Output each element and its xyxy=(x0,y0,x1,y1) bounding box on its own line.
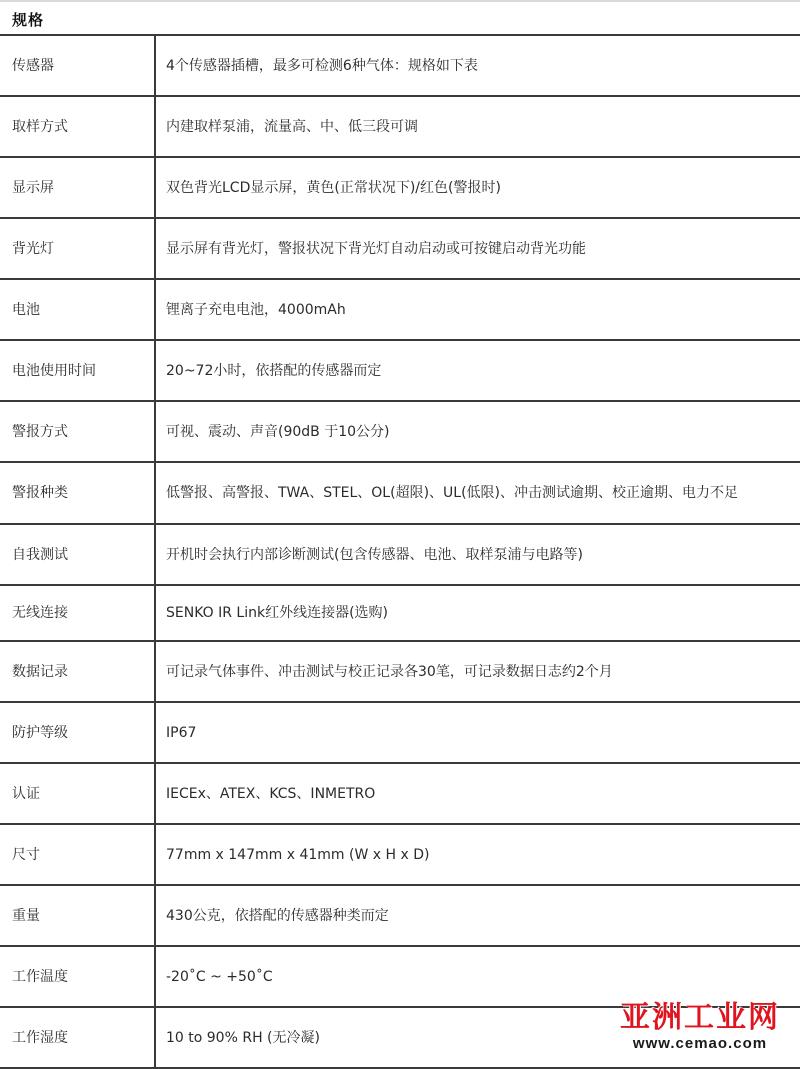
spec-row-backlight xyxy=(0,218,800,279)
watermark-url: www.cemao.com xyxy=(632,1035,768,1052)
spec-row-data-log xyxy=(0,641,800,702)
spec-row-dimensions xyxy=(0,824,800,885)
spec-label: 电池 xyxy=(0,279,155,340)
spec-title: 规格 xyxy=(12,11,45,29)
spec-label: 尺寸 xyxy=(0,824,155,885)
spec-label: 重量 xyxy=(0,885,155,946)
spec-value: 20~72小时，依搭配的传感器而定 xyxy=(155,340,800,401)
spec-value: 可视、震动、声音(90dB 于10公分) xyxy=(155,401,800,462)
spec-label: 工作湿度 xyxy=(0,1007,155,1068)
spec-value: 10 to 90% RH (无冷凝) xyxy=(155,1007,800,1068)
spec-value: SENKO IR Link红外线连接器(选购) xyxy=(155,585,800,641)
spec-value: 锂离子充电电池，4000mAh xyxy=(155,279,800,340)
spec-value: 内建取样泵浦，流量高、中、低三段可调 xyxy=(155,96,800,157)
spec-row-wireless xyxy=(0,585,800,641)
spec-row-sampling xyxy=(0,96,800,157)
spec-label: 认证 xyxy=(0,763,155,824)
watermark-name: 亚洲工业网 xyxy=(620,1000,780,1035)
spec-header xyxy=(0,0,800,36)
spec-row-temperature xyxy=(0,946,800,1007)
spec-value: 4个传感器插槽，最多可检测6种气体：规格如下表 xyxy=(155,36,800,96)
spec-row-alarm-type xyxy=(0,462,800,524)
spec-label: 背光灯 xyxy=(0,218,155,279)
spec-label: 数据记录 xyxy=(0,641,155,702)
spec-label: 自我测试 xyxy=(0,524,155,585)
spec-label: 工作温度 xyxy=(0,946,155,1007)
spec-label: 无线连接 xyxy=(0,585,155,641)
spec-value: 低警报、高警报、TWA、STEL、OL(超限)、UL(低限)、冲击测试逾期、校正逾期、电力不足 xyxy=(155,462,800,524)
spec-value: 77mm x 147mm x 41mm (W x H x D) xyxy=(155,824,800,885)
spec-row-battery xyxy=(0,279,800,340)
spec-row-self-test xyxy=(0,524,800,585)
spec-row-protection xyxy=(0,702,800,763)
spec-label: 电池使用时间 xyxy=(0,340,155,401)
spec-label: 传感器 xyxy=(0,36,155,96)
spec-value: IECEx、ATEX、KCS、INMETRO xyxy=(155,763,800,824)
spec-value: 显示屏有背光灯，警报状况下背光灯自动启动或可按键启动背光功能 xyxy=(155,218,800,279)
spec-row-weight xyxy=(0,885,800,946)
spec-value: 430公克，依搭配的传感器种类而定 xyxy=(155,885,800,946)
spec-row-display xyxy=(0,157,800,218)
spec-value: IP67 xyxy=(155,702,800,763)
spec-label: 防护等级 xyxy=(0,702,155,763)
spec-row-certification xyxy=(0,763,800,824)
spec-row-alarm-mode xyxy=(0,401,800,462)
spec-value: 开机时会执行内部诊断测试(包含传感器、电池、取样泵浦与电路等) xyxy=(155,524,800,585)
spec-label: 警报方式 xyxy=(0,401,155,462)
spec-label: 取样方式 xyxy=(0,96,155,157)
site-watermark-logo xyxy=(610,1001,790,1061)
spec-value: -20˚C ~ +50˚C xyxy=(155,946,800,1007)
spec-label: 显示屏 xyxy=(0,157,155,218)
spec-row-battery-life xyxy=(0,340,800,401)
spec-value: 可记录气体事件、冲击测试与校正记录各30笔，可记录数据日志约2个月 xyxy=(155,641,800,702)
spec-table xyxy=(0,36,800,1069)
spec-row-sensor xyxy=(0,36,800,96)
spec-label: 警报种类 xyxy=(0,462,155,524)
spec-value: 双色背光LCD显示屏，黄色(正常状况下)/红色(警报时) xyxy=(155,157,800,218)
